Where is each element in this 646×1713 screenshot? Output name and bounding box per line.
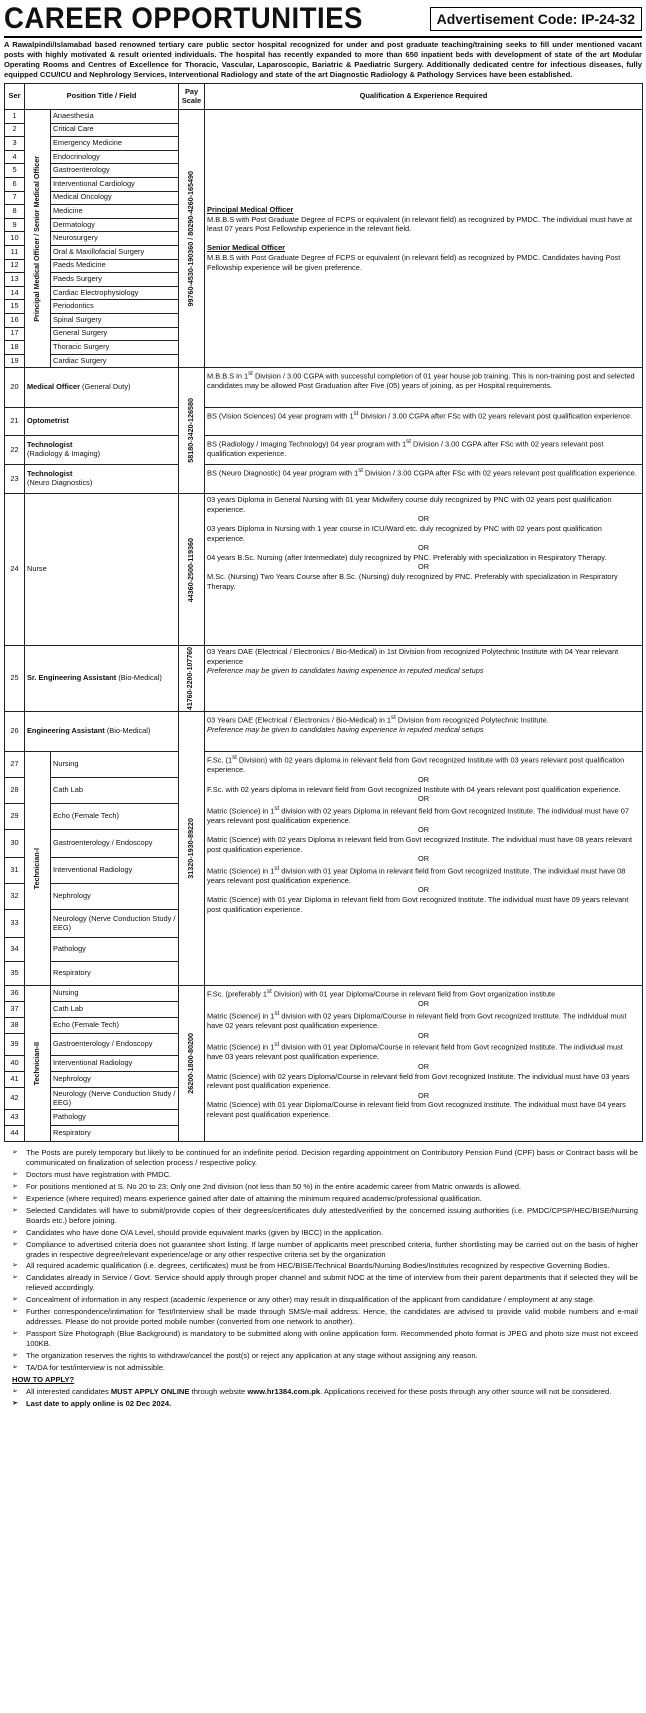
header	[4, 2, 642, 38]
ser-cell: 33	[5, 910, 25, 938]
ser-cell: 22	[5, 436, 25, 465]
field-cell: Dermatology	[51, 218, 179, 232]
field-cell: Gastroenterology / Endoscopy	[51, 830, 179, 858]
q-text: 03 Years DAE (Electrical / Electronics / Bio-Medical) in 1	[207, 715, 392, 725]
ser-cell: 41	[5, 1072, 25, 1088]
q-text: Division / 3.00 CGPA after FSc with 02 years relevant post qualification experience.	[362, 468, 637, 478]
q-text: division with 02 years Diploma in relevant field from Govt recognized Institute. The individual must have 07 years relevant post qualification experience.	[207, 806, 630, 825]
field-cell: Echo (Female Tech)	[51, 804, 179, 830]
ser-cell: 21	[5, 408, 25, 436]
q-text: Division / 3.00 CGPA with successful completion of 01 year house job training. This is non-training post and selected candidates may be allowed Post Graduation after Five (05) years of joining, as per Hospital requirements.	[207, 371, 635, 391]
pay-cell	[179, 494, 205, 646]
notes-list	[12, 1148, 638, 1372]
qualification-cell	[205, 110, 643, 368]
field-cell: Pathology	[51, 1110, 179, 1126]
ser-cell: 5	[5, 164, 25, 178]
or-separator: OR	[417, 514, 430, 524]
position-cell	[25, 646, 179, 712]
ser-cell: 23	[5, 465, 25, 494]
pay-scale: 44360-2500-119360	[186, 537, 196, 602]
q-text: Division) with 02 years diploma in relevant field from Govt recognized Institute with 03 years relevant post qualification experience.	[207, 755, 625, 775]
group-label-cell	[25, 110, 51, 368]
q-text: Matric (Science) with 01 year Diploma/Course in relevant field from Govt recognized Institute. The individual must have 04 years relevant post qualification experience.	[207, 1100, 626, 1119]
field-cell: General Surgery	[51, 327, 179, 341]
q-text: Matric (Science) with 02 years Diploma/Course in relevant field from Govt recognized Institute. The individual must have 03 years relevant post qualification experience.	[207, 1071, 630, 1091]
positions-table	[4, 83, 643, 1142]
q-sup: st	[274, 1041, 280, 1049]
ser-cell: 4	[5, 150, 25, 164]
field-cell: Cath Lab	[51, 778, 179, 804]
ser-cell: 17	[5, 327, 25, 341]
position-title: Medical Officer	[27, 382, 80, 392]
qualification-cell	[205, 368, 643, 408]
qualification-cell	[205, 436, 643, 465]
table-header-row	[5, 84, 643, 110]
qualification-cell	[205, 712, 643, 752]
ser-cell: 8	[5, 205, 25, 219]
field-cell: Nephrology	[51, 884, 179, 910]
list-item: ➢ Experience (where required) means experience gained after date of attaining the minimum required academic/professional qualification.	[12, 1194, 638, 1204]
q-text: Division from recognized Polytechnic Institute.	[395, 715, 549, 725]
ser-cell: 12	[5, 259, 25, 273]
header-position: Position Title / Field	[25, 84, 179, 110]
ser-cell: 38	[5, 1018, 25, 1034]
q-text: BS (Radiology / Imaging Technology) 04 year program with 1	[207, 439, 407, 449]
qualification-cell	[205, 494, 643, 646]
field-cell: Neurology (Nerve Conduction Study / EEG)	[51, 1088, 179, 1110]
ser-cell: 39	[5, 1034, 25, 1056]
q-text: 03 Years DAE (Electrical / Electronics / Bio-Medical) in 1st Division from recognized Polytechnic Institute with 04 Year relevant experience	[207, 647, 619, 666]
ser-cell: 14	[5, 286, 25, 300]
pay-cell	[179, 110, 205, 368]
q-sup: st	[274, 1010, 280, 1017]
field-cell: Paeds Surgery	[51, 273, 179, 287]
apply-bold: MUST APPLY ONLINE	[110, 1387, 190, 1397]
position-cell	[25, 368, 179, 408]
q-text: F.Sc. (preferably 1	[207, 989, 267, 999]
position-sub: (Bio-Medical)	[116, 673, 162, 683]
q-preference: Preference may be given to candidates having experience in reputed medical setups	[207, 725, 484, 735]
ser-cell: 37	[5, 1002, 25, 1018]
ser-cell: 42	[5, 1088, 25, 1110]
q-text: Matric (Science) with 01 year Diploma in relevant field from Govt recognized Institute. The individual must have 09 years relevant post qualification experience.	[207, 895, 629, 914]
field-cell: Respiratory	[51, 1126, 179, 1142]
position-title: Technologist	[27, 469, 73, 479]
field-cell: Echo (Female Tech)	[51, 1018, 179, 1034]
field-cell: Spinal Surgery	[51, 313, 179, 327]
q-sup: st	[353, 410, 359, 418]
ser-cell: 32	[5, 884, 25, 910]
apply-text: . Applications received for these posts through any other source will not be considered.	[320, 1387, 612, 1397]
list-item: ➢ For positions mentioned at S. No 20 to 23: Only one 2nd division (not less than 50 %) in the entire academic career from Matric onwards is allowed.	[12, 1182, 638, 1192]
group-label-cell	[25, 986, 51, 1142]
ser-cell: 1	[5, 110, 25, 124]
table-row	[5, 752, 643, 778]
qualification-cell	[205, 408, 643, 436]
list-item: ➢ Concealment of information in any respect (academic /experience or any other) may result in disqualification of the applicant from candidature / employment at any stage.	[12, 1295, 638, 1305]
field-cell: Oral & Maxillofacial Surgery	[51, 245, 179, 259]
ser-cell: 13	[5, 273, 25, 287]
ser-cell: 24	[5, 494, 25, 646]
or-separator: OR	[417, 1061, 430, 1071]
q-text: Matric (Science) in 1	[207, 1011, 275, 1021]
smo-text: M.B.B.S with Post Graduate Degree of FCPS or equivalent (in relevant field) as recognized by PMDC. Candidates having Post Fellowship experience will be given preference.	[207, 253, 621, 272]
ser-cell: 36	[5, 986, 25, 1002]
field-cell: Thoracic Surgery	[51, 341, 179, 355]
pay-scale: 31320-1930-89220	[186, 818, 196, 880]
pay-scale: 41760-2200-107760	[187, 647, 195, 711]
table-row	[5, 986, 643, 1002]
ser-cell: 11	[5, 245, 25, 259]
ser-cell: 43	[5, 1110, 25, 1126]
field-cell: Interventional Cardiology	[51, 177, 179, 191]
or-separator: OR	[417, 885, 430, 895]
pay-cell	[179, 986, 205, 1142]
table-row	[5, 436, 643, 465]
list-item: ➢ Compliance to advertised criteria does not guarantee short listing. If large number of applicants meet prescribed criteria, further shortlisting may be carried out on the basis of higher grades in respective degree/relevant experience/age or any other respective criteria set by the organization	[12, 1240, 638, 1260]
qualification-cell	[205, 752, 643, 986]
ser-cell: 19	[5, 354, 25, 368]
ser-cell: 6	[5, 177, 25, 191]
or-separator: OR	[417, 1030, 430, 1040]
header-qualification: Qualification & Experience Required	[205, 84, 643, 110]
ser-cell: 7	[5, 191, 25, 205]
field-cell: Neurosurgery	[51, 232, 179, 246]
list-item: ➢ Selected Candidates will have to submit/provide copies of their degrees/certificates duly attested/verified by the concerned issuing authorities (i.e. PMDC/CPSP/HEC/BISE/Nursing Boards etc.) before joining.	[12, 1206, 638, 1226]
ser-cell: 20	[5, 368, 25, 408]
table-row	[5, 465, 643, 494]
notes-section	[4, 1142, 642, 1409]
q-text: F.Sc. (1	[207, 755, 233, 765]
or-separator: OR	[417, 999, 430, 1009]
field-cell: Interventional Radiology	[51, 858, 179, 884]
field-cell: Paeds Medicine	[51, 259, 179, 273]
position-title: Sr. Engineering Assistant	[27, 673, 117, 683]
or-separator: OR	[417, 854, 430, 864]
group-label-cell	[25, 752, 51, 986]
group-label: Principal Medical Officer / Senior Medical Officer	[32, 155, 42, 322]
field-cell: Pathology	[51, 938, 179, 962]
intro-paragraph: A Rawalpindi/Islamabad based renowned tertiary care public sector hospital recognized for under and post graduate teaching/training seeks to fill under mentioned vacant posts with highly motivated & result oriented individuals. The hospital has recently expanded to more than 650 inpatient beds with development of state of the art Modular Operating Rooms and Centres of Excellence for Thoracic, Vascular, Laparoscopic, Bariatric & Paediatric Surgery. Additionally dedicated centre for infectious diseases, fully equipped CCU/ICU and Nephrology Services, Interventional Radiology and state of the art Diagnostic Radiology & Pathology Services have been established.	[4, 40, 642, 79]
position-cell: Optometrist	[25, 408, 179, 436]
q-text: Division) with 01 year Diploma/Course in relevant field from Govt organization institute	[271, 989, 556, 999]
or-separator: OR	[417, 543, 430, 553]
q-sup: st	[266, 988, 272, 996]
ser-cell: 9	[5, 218, 25, 232]
ser-cell: 29	[5, 804, 25, 830]
q-sup: st	[274, 804, 280, 812]
field-cell: Nursing	[51, 752, 179, 778]
page-title: CAREER OPPORTUNITIES	[4, 2, 363, 35]
list-item	[12, 1387, 638, 1397]
ser-cell: 40	[5, 1056, 25, 1072]
q-text: Matric (Science) in 1	[207, 866, 275, 876]
q-text: F.Sc. with 02 years diploma in relevant field from Govt recognized Institute with 04 years relevant post qualification experience.	[207, 784, 621, 794]
field-cell: Nursing	[51, 986, 179, 1002]
q-sup: st	[248, 370, 253, 378]
q-sup: st	[232, 754, 237, 762]
qualification-cell	[205, 646, 643, 712]
q-text: Matric (Science) with 02 years Diploma in relevant field from Govt recognized Institute. The individual must have 08 years relevant post qualification experience.	[207, 835, 633, 854]
pmo-title: Principal Medical Officer	[207, 205, 294, 215]
qualification-cell	[205, 986, 643, 1142]
group-label: Technician-I	[32, 848, 42, 890]
field-cell: Cardiac Surgery	[51, 354, 179, 368]
group-medical-officers	[5, 110, 643, 368]
or-separator: OR	[417, 825, 430, 835]
list-item: ➢ Candidates who have done O/A Level, should provide equivalent marks (given by IBCC) in the application.	[12, 1228, 638, 1238]
ser-cell: 26	[5, 712, 25, 752]
pay-cell	[179, 646, 205, 712]
list-item: ➢ All required academic qualification (i.e. degrees, certificates) must be from HEC/BISE/Technical Boards/Nursing Bodies/Institutes recognized by respective Governing Bodies.	[12, 1261, 638, 1271]
ser-cell: 3	[5, 137, 25, 151]
q-text: Division / 3.00 CGPA after FSc with 02 years relevant post qualification experience.	[207, 439, 604, 459]
list-item: ➢ The Posts are purely temporary but likely to be continued for an indefinite period. Decision regarding appointment on Contributory Pension Fund (CPF) basis or Contract basis will be communicated on finalization of selection process / respective policy.	[12, 1148, 638, 1168]
or-separator: OR	[417, 775, 430, 784]
pay-scale: 26200-1800-80200	[186, 1033, 196, 1095]
position-cell	[25, 465, 179, 494]
apply-text: All interested candidates	[26, 1387, 111, 1397]
header-ser: Ser	[5, 84, 25, 110]
q-preference: Preference may be given to candidates having experience in reputed medical setups	[207, 666, 484, 676]
website-link[interactable]: www.hr1384.com.pk	[247, 1387, 321, 1397]
q-text: M.Sc. (Nursing) Two Years Course after B.Sc. (Nursing) duly recognized by PNC. Preferably with specialization in Respiratory Therapy.	[207, 572, 618, 591]
ser-cell: 16	[5, 313, 25, 327]
position-sub: (Radiology & Imaging)	[27, 449, 101, 459]
table-row	[5, 494, 643, 646]
table-row	[5, 110, 643, 124]
field-cell: Respiratory	[51, 962, 179, 986]
field-cell: Medical Oncology	[51, 191, 179, 205]
list-item: ➢ The organization reserves the rights to withdraw/cancel the post(s) or reject any application at any stage without assigning any reason.	[12, 1351, 638, 1361]
table-row	[5, 712, 643, 752]
field-cell: Interventional Radiology	[51, 1056, 179, 1072]
list-item: ➢ Candidates already in Service / Govt. Service should apply through proper channel and submit NOC at the time of interview from their parent departments that if selected they will be relieved accordingly.	[12, 1273, 638, 1293]
list-item: ➢ Further correspondence/intimation for Test/Interview shall be made through SMS/e-mail address. Hence, the candidates are advised to provide valid mobile numbers and e-mail addresses. Please do not provide ported mobile number (converted from one network to another).	[12, 1307, 638, 1327]
advertisement-code: Advertisement Code: IP-24-32	[430, 7, 642, 32]
how-to-apply-title: HOW TO APPLY?	[12, 1375, 75, 1385]
q-text: BS (Vision Sciences) 04 year program with 1	[207, 411, 354, 421]
q-text: division with 02 years Diploma/Course in relevant field from Govt recognized Institute. The individual must have 02 years relevant post qualification experience.	[207, 1011, 627, 1031]
list-item: ➢ Last date to apply online is 02 Dec 2024.	[12, 1399, 638, 1409]
field-cell: Medicine	[51, 205, 179, 219]
q-text: Matric (Science) in 1	[207, 1042, 275, 1052]
ser-cell: 31	[5, 858, 25, 884]
ser-cell: 15	[5, 300, 25, 314]
position-cell: Nurse	[25, 494, 179, 646]
list-item: ➢ Passport Size Photograph (Blue Background) is mandatory to be submitted along with online application form. Recommended photo format is JPEG and photo size must not exceed 100KB.	[12, 1329, 638, 1349]
ser-cell: 28	[5, 778, 25, 804]
q-text: Matric (Science) in 1	[207, 806, 275, 816]
q-text: 04 years B.Sc. Nursing (after Intermediate) duly recognized by PNC. Preferably with specialization in Respiratory Therapy.	[207, 552, 607, 562]
q-sup: st	[358, 467, 363, 475]
field-cell: Endocrinology	[51, 150, 179, 164]
position-sub: (Neuro Diagnostics)	[27, 478, 93, 488]
table-row	[5, 646, 643, 712]
field-cell: Gastroenterology / Endoscopy	[51, 1034, 179, 1056]
or-separator: OR	[417, 794, 430, 804]
group-technician-1	[5, 712, 643, 986]
smo-title: Senior Medical Officer	[207, 243, 286, 253]
position-cell	[25, 436, 179, 465]
field-cell: Nephrology	[51, 1072, 179, 1088]
ser-cell: 25	[5, 646, 25, 712]
ser-cell: 2	[5, 123, 25, 137]
list-item: ➢ Doctors must have registration with PMDC.	[12, 1170, 638, 1180]
q-text: 03 years Diploma in General Nursing with 01 year Midwifery course duly recognized by PNC with 02 years post qualification experience.	[207, 495, 612, 514]
pay-cell	[179, 712, 205, 986]
field-cell: Periodontics	[51, 300, 179, 314]
field-cell: Emergency Medicine	[51, 137, 179, 151]
q-text: Division / 3.00 CGPA after FSc with 02 years relevant post qualification experience.	[358, 411, 633, 421]
ser-cell: 34	[5, 938, 25, 962]
pmo-text: M.B.B.S with Post Graduate Degree of FCPS or equivalent (in relevant field) as recognized by PMDC. The individual must have at least 07 years Post Fellowship experience in the relevant field.	[207, 214, 633, 234]
field-cell: Anaesthesia	[51, 110, 179, 124]
q-sup: st	[406, 438, 411, 446]
position-cell	[25, 712, 179, 752]
group-label: Technician-II	[32, 1042, 42, 1086]
field-cell: Cardiac Electrophysiology	[51, 286, 179, 300]
or-separator: OR	[417, 1090, 430, 1100]
group-technician-2	[5, 986, 643, 1142]
ser-cell: 35	[5, 962, 25, 986]
q-text: BS (Neuro Diagnostic) 04 year program with 1	[207, 468, 359, 478]
q-text: division with 01 year Diploma in relevant field from Govt recognized Institute. The individual must have 08 years relevant post qualification experience.	[207, 866, 626, 885]
q-text: M.B.B.S in 1	[207, 371, 249, 381]
field-cell: Neurology (Nerve Conduction Study / EEG)	[51, 910, 179, 938]
position-title: Technologist	[27, 440, 73, 450]
field-cell: Critical Care	[51, 123, 179, 137]
pay-scale: 99760-4530-190360 / 80290-4260-165490	[186, 170, 196, 307]
pay-scale: 58180-3420-126580	[186, 398, 196, 464]
ser-cell: 44	[5, 1126, 25, 1142]
ser-cell: 30	[5, 830, 25, 858]
q-sup: st	[274, 864, 280, 872]
q-text: 03 years Diploma in Nursing with 1 year course in ICU/Ward etc. duly recognized by PNC with 02 years post qualification experience.	[207, 524, 602, 543]
table-row	[5, 368, 643, 408]
group-general	[5, 368, 643, 712]
position-sub: (General Duty)	[79, 382, 131, 392]
pay-cell	[179, 368, 205, 494]
position-title: Engineering Assistant	[27, 726, 105, 736]
or-separator: OR	[417, 562, 430, 572]
q-sup: st	[391, 714, 396, 722]
how-to-apply-list	[12, 1387, 638, 1409]
qualification-cell	[205, 465, 643, 494]
field-cell: Gastroenterology	[51, 164, 179, 178]
ser-cell: 27	[5, 752, 25, 778]
ser-cell: 10	[5, 232, 25, 246]
list-item: ➢ TA/DA for test/interview is not admissible.	[12, 1363, 638, 1373]
ser-cell: 18	[5, 341, 25, 355]
apply-text: through website	[189, 1387, 248, 1397]
position-sub: (Bio-Medical)	[104, 726, 151, 736]
header-pay: Pay Scale	[179, 84, 205, 110]
q-text: division with 01 year Diploma/Course in relevant field from Govt recognized Institute. The individual must have 03 years relevant post qualification experience.	[207, 1042, 623, 1062]
table-row	[5, 408, 643, 436]
field-cell: Cath Lab	[51, 1002, 179, 1018]
